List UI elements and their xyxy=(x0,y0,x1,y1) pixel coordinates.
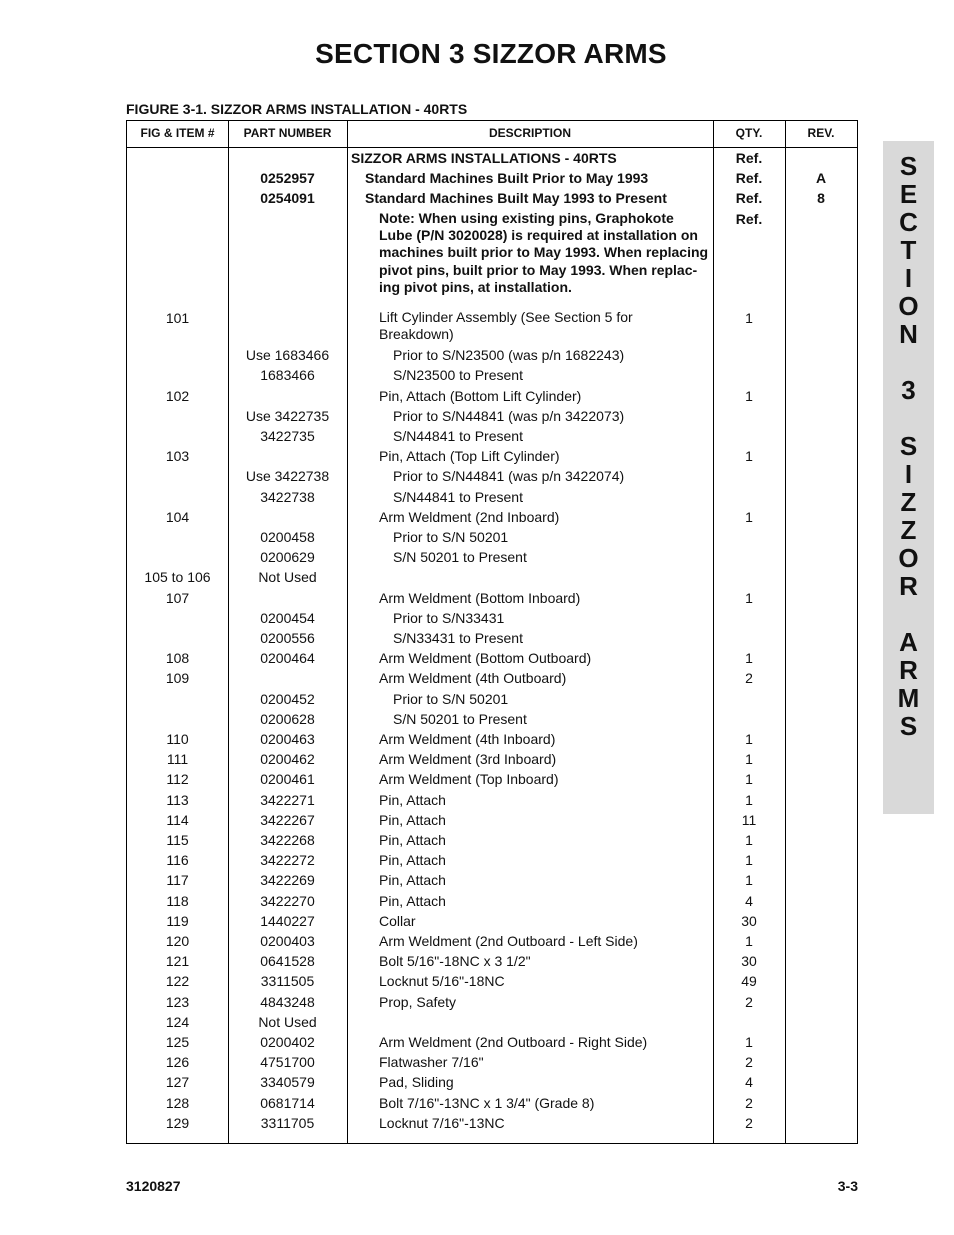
description-cell xyxy=(347,1012,707,1032)
table-row xyxy=(127,406,857,426)
part-number-cell: 3422269 xyxy=(260,872,315,889)
table-body xyxy=(127,148,857,1133)
document-number: 3120827 xyxy=(126,1178,181,1194)
qty-cell: 1 xyxy=(745,730,753,747)
description-cell: Arm Weldment (4th Inboard) xyxy=(379,730,556,747)
fig-item-cell: 115 xyxy=(166,831,189,848)
table-row xyxy=(127,971,857,991)
table-row xyxy=(127,148,857,168)
header-fig-item: FIG & ITEM # xyxy=(140,126,215,140)
description-cell: S/N44841 to Present xyxy=(393,488,523,505)
part-number-cell: 0200628 xyxy=(260,710,315,727)
fig-item-cell: 124 xyxy=(165,1013,190,1030)
part-number-cell: 3422270 xyxy=(260,892,315,909)
qty-cell: 1 xyxy=(745,831,753,848)
table-row xyxy=(127,729,857,749)
table-row xyxy=(127,628,857,648)
table-row xyxy=(127,810,857,830)
fig-item-cell: 122 xyxy=(165,973,190,990)
part-number-cell: 0200403 xyxy=(260,932,315,949)
table-row xyxy=(127,308,857,345)
table-row xyxy=(127,1052,857,1072)
table-row xyxy=(127,648,857,668)
table-row xyxy=(127,567,857,587)
part-number-cell: 0200454 xyxy=(260,609,315,626)
table-row xyxy=(127,749,857,769)
table-row xyxy=(127,365,857,385)
table-row xyxy=(127,1072,857,1092)
description-cell: Prop, Safety xyxy=(379,993,457,1010)
table-row xyxy=(127,209,857,308)
part-number-cell: Use 1683466 xyxy=(245,347,330,364)
fig-item-cell: 110 xyxy=(166,730,189,747)
table-row xyxy=(127,426,857,446)
page-number: 3-3 xyxy=(837,1178,858,1194)
table-row xyxy=(127,446,857,466)
table-row xyxy=(127,188,857,208)
description-cell: Pin, Attach (Top Lift Cylinder) xyxy=(379,448,560,465)
table-row xyxy=(127,850,857,870)
fig-item-cell: 105 to 106 xyxy=(144,569,211,586)
qty-cell: Ref. xyxy=(735,190,763,207)
fig-item-cell: 126 xyxy=(165,1054,190,1071)
side-tab-letter: M xyxy=(897,683,920,713)
side-tab-letter: S xyxy=(899,711,918,741)
table-row xyxy=(127,1093,857,1113)
page-title: SECTION 3 SIZZOR ARMS xyxy=(315,38,667,69)
part-number-cell: 3422735 xyxy=(260,427,315,444)
description-cell: Collar xyxy=(379,912,416,929)
description-cell xyxy=(347,567,707,587)
part-number-cell: 0200464 xyxy=(260,650,315,667)
description-cell: Bolt 7/16"-13NC x 1 3/4" (Grade 8) xyxy=(379,1094,595,1111)
table-row xyxy=(127,911,857,931)
fig-item-cell: 118 xyxy=(166,892,189,909)
description-cell: Prior to S/N44841 (was p/n 3422073) xyxy=(393,407,625,424)
fig-item-cell: 111 xyxy=(166,751,189,768)
side-tab-letter: R xyxy=(899,655,918,685)
qty-cell: Ref. xyxy=(735,150,763,166)
qty-cell: 1 xyxy=(745,932,753,949)
table-row xyxy=(127,1032,857,1052)
fig-item-cell: 101 xyxy=(165,310,190,327)
qty-cell: Ref. xyxy=(735,170,763,187)
side-tab-letter: 3 xyxy=(901,375,916,405)
fig-item-cell: 103 xyxy=(165,448,190,465)
qty-cell: 1 xyxy=(745,1034,753,1050)
part-number-cell: 3422267 xyxy=(260,811,315,828)
table-row xyxy=(127,608,857,628)
description-cell: Arm Weldment (2nd Outboard - Right Side) xyxy=(379,1034,648,1050)
table-row xyxy=(127,830,857,850)
qty-cell: 1 xyxy=(745,589,753,606)
qty-cell: 11 xyxy=(741,811,757,828)
qty-cell: 1 xyxy=(745,310,753,327)
qty-cell: 2 xyxy=(745,670,753,687)
table-row xyxy=(127,466,857,486)
fig-item-cell: 107 xyxy=(165,589,190,606)
description-cell: Prior to S/N 50201 xyxy=(393,690,509,707)
description-cell: Pin, Attach xyxy=(379,791,446,808)
description-cell: Pad, Sliding xyxy=(379,1074,454,1091)
part-number-cell: 3422268 xyxy=(260,831,315,848)
side-tab-letter: R xyxy=(899,571,918,601)
table-row xyxy=(127,951,857,971)
part-number-cell: 3311505 xyxy=(260,973,315,990)
header-description: DESCRIPTION xyxy=(488,126,571,140)
table-row xyxy=(127,1113,857,1133)
side-tab-letter: O xyxy=(898,543,919,573)
part-number-cell: 0200556 xyxy=(260,629,315,646)
side-tab-letter: S xyxy=(899,151,918,181)
section-side-tab xyxy=(883,141,934,814)
table-row xyxy=(127,168,857,188)
fig-item-cell: 109 xyxy=(165,670,190,687)
part-number-cell: 4751700 xyxy=(260,1054,315,1071)
side-tab-letter: Z xyxy=(900,487,917,517)
part-number-cell: 0200402 xyxy=(260,1034,315,1050)
description-cell: Arm Weldment (3rd Inboard) xyxy=(379,751,557,768)
fig-item-cell: 102 xyxy=(165,387,190,404)
part-number-cell: 0200461 xyxy=(260,771,315,788)
description-cell: Arm Weldment (Bottom Inboard) xyxy=(379,589,581,606)
side-tab-letter: T xyxy=(900,235,917,265)
qty-cell: 1 xyxy=(745,508,753,525)
description-cell: Pin, Attach xyxy=(379,811,446,828)
description-cell: Prior to S/N23500 (was p/n 1682243) xyxy=(393,347,625,364)
description-cell: Arm Weldment (2nd Inboard) xyxy=(379,508,560,525)
description-cell: SIZZOR ARMS INSTALLATIONS - 40RTS xyxy=(351,150,617,166)
part-number-cell: 3340579 xyxy=(260,1074,315,1091)
description-cell: Locknut 5/16"-18NC xyxy=(379,973,505,990)
part-number-cell: 0200452 xyxy=(260,690,315,707)
qty-cell: 1 xyxy=(745,751,753,768)
fig-item-cell: 128 xyxy=(165,1094,190,1111)
fig-item-cell: 114 xyxy=(166,811,189,828)
qty-cell: 1 xyxy=(745,852,753,869)
description-cell: S/N23500 to Present xyxy=(393,367,523,384)
side-tab-letter: A xyxy=(899,627,918,657)
description-cell: Lift Cylinder Assembly (See Section 5 for Breakdown) xyxy=(379,309,633,343)
fig-item-cell: 123 xyxy=(165,993,190,1010)
description-cell: Pin, Attach xyxy=(379,892,446,909)
part-number-cell: 0641528 xyxy=(260,953,315,970)
part-number-cell: Not Used xyxy=(258,569,317,586)
table-row xyxy=(127,507,857,527)
table-row xyxy=(127,992,857,1012)
part-number-cell: 0252957 xyxy=(260,170,315,187)
rev-cell: A xyxy=(815,170,827,187)
description-cell: S/N33431 to Present xyxy=(393,629,523,646)
description-cell: Prior to S/N 50201 xyxy=(393,528,509,545)
description-cell: Pin, Attach (Bottom Lift Cylinder) xyxy=(379,387,582,404)
qty-cell: 4 xyxy=(745,1074,753,1091)
table-row xyxy=(127,769,857,789)
figure-title: FIGURE 3-1. SIZZOR ARMS INSTALLATION - 40RTS xyxy=(126,101,468,117)
part-number-cell: Not Used xyxy=(258,1013,317,1030)
qty-cell: 1 xyxy=(745,771,753,788)
fig-item-cell: 129 xyxy=(165,1114,190,1131)
description-cell: Standard Machines Built May 1993 to Present xyxy=(365,190,667,207)
description-cell: Prior to S/N33431 xyxy=(393,609,505,626)
table-row xyxy=(127,668,857,688)
qty-cell: 4 xyxy=(745,892,753,909)
description-cell: S/N 50201 to Present xyxy=(393,710,527,727)
description-cell: S/N 50201 to Present xyxy=(393,549,527,566)
fig-item-cell: 116 xyxy=(166,852,189,869)
header-qty: QTY. xyxy=(735,126,763,140)
table-row xyxy=(127,689,857,709)
description-cell: Flatwasher 7/16" xyxy=(379,1054,484,1071)
side-tab-letter: N xyxy=(899,319,918,349)
part-number-cell: 0200462 xyxy=(260,751,315,768)
qty-cell: 1 xyxy=(745,650,753,667)
side-tab-letter: I xyxy=(904,263,913,293)
part-number-cell: 0200463 xyxy=(260,730,315,747)
description-cell: Pin, Attach xyxy=(379,831,446,848)
part-number-cell: 0254091 xyxy=(260,190,315,207)
header-rev: REV. xyxy=(807,126,835,140)
qty-cell: 49 xyxy=(741,973,757,990)
description-cell: Standard Machines Built Prior to May 1993 xyxy=(365,170,649,187)
description-cell: Pin, Attach xyxy=(379,872,446,889)
table-row xyxy=(127,870,857,890)
qty-cell: 2 xyxy=(745,1054,753,1071)
part-number-cell: 0200458 xyxy=(260,528,315,545)
table-row xyxy=(127,345,857,365)
description-cell: Arm Weldment (Top Inboard) xyxy=(379,771,559,788)
part-number-cell: 1440227 xyxy=(260,912,315,929)
table-row xyxy=(127,891,857,911)
qty-cell: 2 xyxy=(745,1114,753,1131)
description-cell: Pin, Attach xyxy=(379,852,446,869)
qty-cell: 1 xyxy=(745,872,753,889)
qty-cell: 2 xyxy=(745,1094,753,1111)
side-tab-letter: Z xyxy=(900,515,917,545)
part-number-cell: 3422272 xyxy=(260,852,315,869)
fig-item-cell: 120 xyxy=(165,932,190,949)
part-number-cell: 4843248 xyxy=(260,993,315,1010)
part-number-cell: 1683466 xyxy=(260,367,315,384)
table-row xyxy=(127,547,857,567)
side-tab-letter: I xyxy=(904,459,913,489)
part-number-cell: 0681714 xyxy=(260,1094,315,1111)
table-row xyxy=(127,527,857,547)
description-cell: Bolt 5/16"-18NC x 3 1/2" xyxy=(379,953,531,970)
fig-item-cell: 108 xyxy=(165,650,190,667)
rev-cell: 8 xyxy=(817,190,825,207)
qty-cell: 1 xyxy=(745,387,753,404)
parts-table xyxy=(126,120,858,1144)
fig-item-cell: 121 xyxy=(165,953,190,970)
table-row xyxy=(127,588,857,608)
description-cell: Note: When using existing pins, Graphokote Lube (P/N 3020028) is required at installation on machines built prior to May 1993. When replacing pivot pins, built prior to May 1993. When replac-ing pivot pins, at installation. xyxy=(379,209,709,295)
description-cell: Locknut 7/16"-13NC xyxy=(379,1114,505,1131)
part-number-cell: Use 3422738 xyxy=(245,468,330,485)
fig-item-cell: 127 xyxy=(165,1074,190,1091)
qty-cell: 2 xyxy=(745,993,753,1010)
part-number-cell: 3311705 xyxy=(260,1114,315,1131)
fig-item-cell: 125 xyxy=(165,1034,190,1050)
table-row xyxy=(127,709,857,729)
part-number-cell: Use 3422735 xyxy=(245,407,330,424)
table-row xyxy=(127,790,857,810)
table-row xyxy=(127,487,857,507)
part-number-cell: 3422738 xyxy=(260,488,315,505)
side-tab-letter: C xyxy=(899,207,918,237)
fig-item-cell: 104 xyxy=(165,508,190,525)
table-row xyxy=(127,931,857,951)
qty-cell: 30 xyxy=(741,912,757,929)
description-cell: Arm Weldment (2nd Outboard - Left Side) xyxy=(379,932,638,949)
qty-cell: Ref. xyxy=(735,210,763,227)
description-cell: Arm Weldment (4th Outboard) xyxy=(379,670,567,687)
fig-item-cell: 113 xyxy=(166,791,189,808)
header-part-number: PART NUMBER xyxy=(243,126,332,140)
part-number-cell: 3422271 xyxy=(260,791,315,808)
description-cell: Prior to S/N44841 (was p/n 3422074) xyxy=(393,468,625,485)
side-tab-letter: O xyxy=(898,291,919,321)
fig-item-cell: 112 xyxy=(166,771,189,788)
side-tab-letter: S xyxy=(899,431,918,461)
table-row xyxy=(127,386,857,406)
fig-item-cell: 119 xyxy=(166,912,189,929)
part-number-cell: 0200629 xyxy=(260,549,315,566)
fig-item-cell: 117 xyxy=(166,872,189,889)
description-cell: S/N44841 to Present xyxy=(393,427,523,444)
table-row xyxy=(127,1012,857,1032)
qty-cell: 1 xyxy=(745,791,753,808)
side-tab-letter: E xyxy=(899,179,918,209)
qty-cell: 30 xyxy=(741,953,757,970)
description-cell: Arm Weldment (Bottom Outboard) xyxy=(379,650,592,667)
qty-cell: 1 xyxy=(745,448,753,465)
